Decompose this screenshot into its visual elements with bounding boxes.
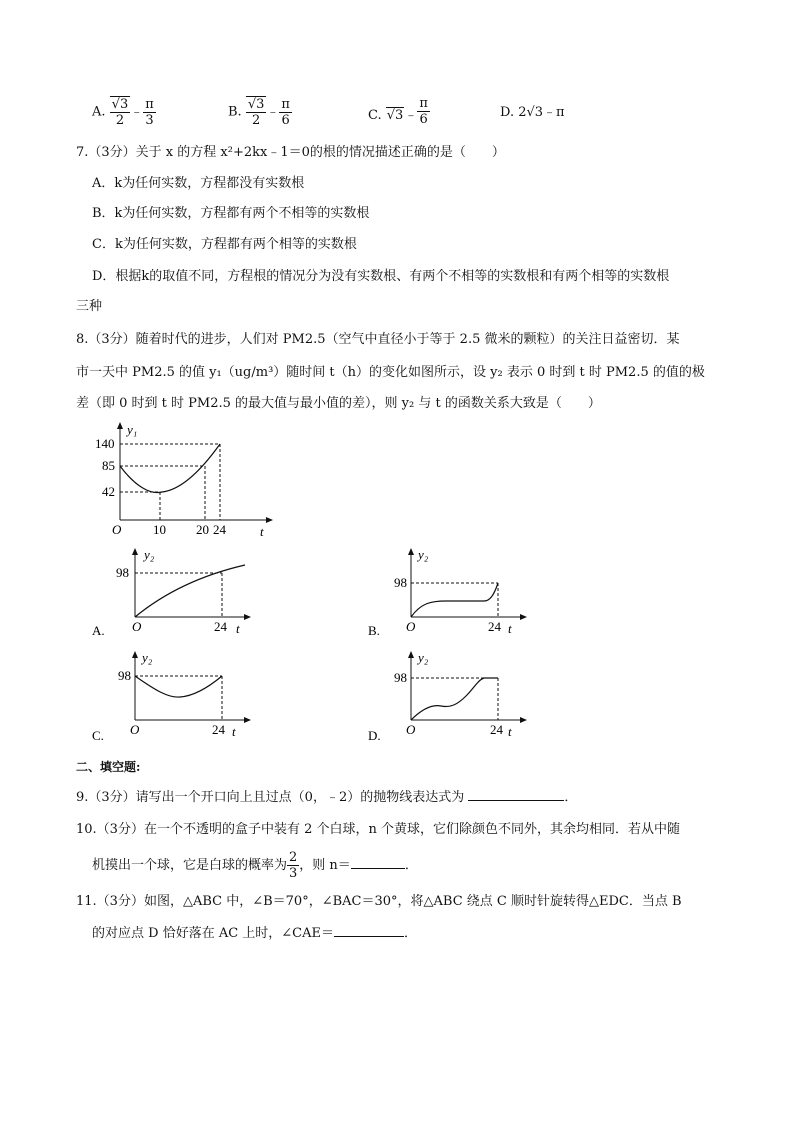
svg-text:y₂: y₂ (142, 650, 153, 665)
option-a-label: A. (92, 623, 105, 638)
option-c-curve (135, 676, 222, 697)
main-tick-140: 140 (95, 436, 115, 451)
q7-option-b: B．k为任何实数，方程都有两个不相等的实数根 (92, 206, 370, 221)
option-graph-d (366, 648, 536, 743)
q7-option-c: C．k为任何实数，方程都有两个相等的实数根 (92, 237, 357, 252)
svg-text:O: O (406, 722, 416, 737)
main-origin: O (112, 522, 122, 537)
q8-line3: 差（即 0 时到 t 时 PM2.5 的最大值与最小值的差），则 y₂ 与 t 的函数关系大致是（ ） (76, 396, 601, 411)
option-d-curve (411, 678, 498, 720)
q8-line1: 8.（3分）随着时代的进步，人们对 PM2.5（空气中直径小于等于 2.5 微米的颗粒）的关注日益密切．某 (76, 332, 680, 347)
svg-text:O: O (130, 722, 140, 737)
main-tick-24: 24 (213, 522, 226, 537)
svg-text:24: 24 (212, 722, 225, 737)
probability-fraction: $\frac{2}{3}$ (289, 850, 298, 881)
q10-line1: 10.（3分）在一个不透明的盒子中装有 2 个白球，n 个黄球，它们除颜色不同外，其余均相同．若从中随 (76, 822, 680, 837)
svg-text:y₂: y₂ (418, 650, 429, 665)
q6-option-d: D. 2√3﹣π (500, 105, 565, 120)
section-2-title: 二、填空题: (76, 760, 141, 774)
main-y-arrow (117, 422, 123, 429)
svg-text:24: 24 (490, 722, 503, 737)
main-y-label: y₁ (127, 422, 138, 437)
svg-text:t: t (508, 724, 512, 739)
q8-line2: 市一天中 PM2.5 的值 y₁（ug/m³）随时间 t（h）的变化如图所示，设 y₂ 表示 0 时到 t 时 PM2.5 的值的极 (76, 365, 705, 380)
svg-text:O: O (132, 619, 142, 634)
option-b-label: B. (368, 623, 380, 638)
svg-text:y₂: y₂ (144, 547, 155, 562)
q7-option-d: D．根据k的取值不同，方程根的情况分为没有实数根、有两个不相等的实数根和有两个相等的实数根 (92, 269, 670, 284)
q6-option-b: B. $\frac{√3}{2}$ ﹣ $\frac{\pi}{6}$ (228, 96, 290, 128)
q9: 9.（3分）请写出一个开口向上且过点（0，﹣2）的抛物线表达式为 ． (76, 790, 578, 805)
q7-option-a: A．k为任何实数，方程都没有实数根 (92, 176, 305, 191)
q7-stem: 7.（3分）关于 x 的方程 x²+2kx﹣1＝0的根的情况描述正确的是（ ） (76, 145, 505, 160)
option-graph-b (366, 545, 536, 640)
q10-answer-blank[interactable] (351, 856, 405, 869)
svg-text:98: 98 (118, 668, 131, 683)
main-x-label: t (260, 524, 264, 539)
svg-text:O: O (406, 619, 416, 634)
q6-option-c: C. √3﹣ $\frac{\pi}{6}$ (368, 96, 428, 127)
svg-text:24: 24 (488, 619, 501, 634)
option-graph-a (90, 545, 260, 640)
svg-text:t: t (232, 724, 236, 739)
svg-text:y₂: y₂ (418, 547, 429, 562)
main-tick-20: 20 (196, 522, 209, 537)
svg-text:98: 98 (394, 670, 407, 685)
svg-text:24: 24 (214, 619, 227, 634)
svg-text:t: t (236, 621, 240, 636)
q7-option-d-cont: 三种 (76, 299, 103, 314)
main-tick-42: 42 (102, 484, 115, 499)
svg-text:98: 98 (116, 565, 129, 580)
option-graph-c (90, 648, 260, 743)
q9-answer-blank[interactable] (468, 788, 564, 801)
q11-line1: 11.（3分）如图，△ABC 中，∠B＝70°，∠BAC＝30°，将△ABC 绕点 C 顺时针旋转得△EDC．当点 B (76, 894, 682, 909)
main-tick-85: 85 (102, 458, 115, 473)
q10-line2: 机摸出一个球，它是白球的概率为 $\frac{2}{3}$ ，则 n＝ ． (92, 850, 418, 881)
svg-text:t: t (508, 621, 512, 636)
q6-option-a: A. $\frac{√3}{2}$ ﹣ $\frac{\pi}{3}$ (92, 96, 154, 128)
main-tick-10: 10 (153, 522, 166, 537)
main-x-arrow (266, 517, 273, 523)
option-d-label: D. (368, 728, 381, 743)
q11-answer-blank[interactable] (334, 924, 404, 937)
option-c-label: C. (92, 728, 104, 743)
svg-text:98: 98 (394, 575, 407, 590)
q11-line2: 的对应点 D 恰好落在 AC 上时，∠CAE＝ ． (92, 926, 418, 941)
main-graph (90, 420, 290, 540)
option-b-curve (411, 583, 498, 617)
